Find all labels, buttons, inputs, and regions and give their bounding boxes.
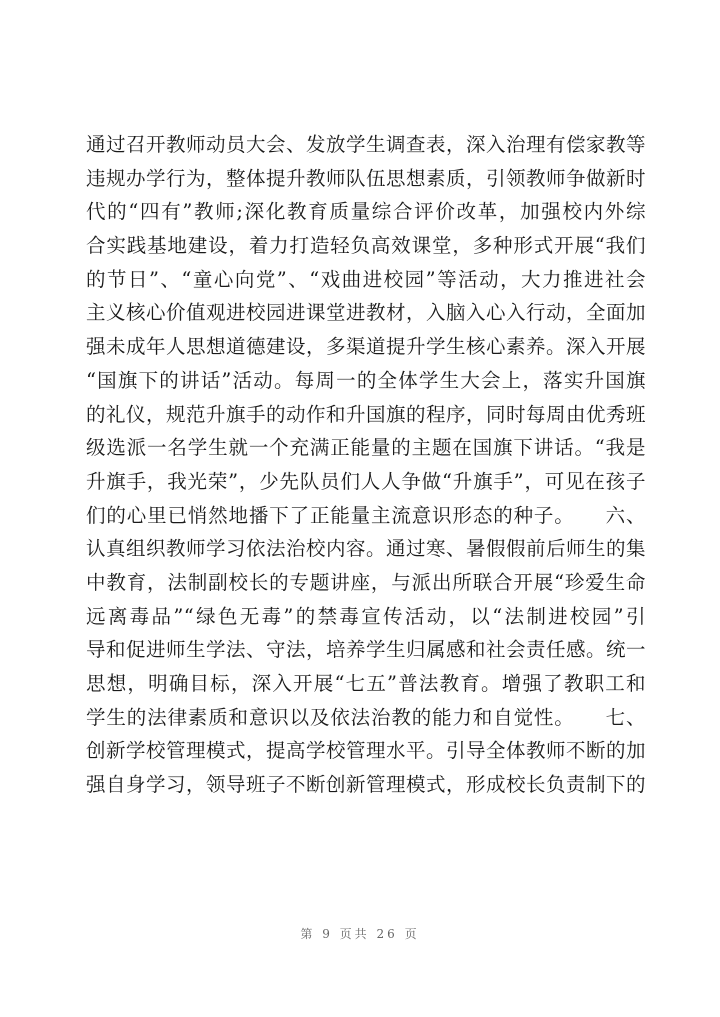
text-line: 的礼仪，规范升旗手的动作和升国旗的程序，同时每周由优秀班 (86, 402, 647, 426)
text-line: 级选派一名学生就一个充满正能量的主题在国旗下讲话。“我是 (86, 436, 646, 460)
text-line: 认真组织教师学习依法治校内容。通过寒、暑假假前后师生的集 (86, 537, 647, 561)
text-line: 创新学校管理模式，提高学校管理水平。引导全体教师不断的加 (86, 739, 647, 763)
text-line: 违规办学行为，整体提升教师队伍思想素质，引领教师争做新时 (86, 166, 647, 190)
text-line: “国旗下的讲话”活动。每周一的全体学生大会上，落实升国旗 (86, 368, 646, 392)
text-line: 代的“四有”教师;深化教育质量综合评价改革，加强校内外综 (86, 200, 646, 224)
text-line: 中教育，法制副校长的专题讲座，与派出所联合开展“珍爱生命 (86, 570, 646, 594)
text-line: 合实践基地建设，着力打造轻负高效课堂，多种形式开展“我们 (86, 234, 646, 258)
text-line: 强自身学习，领导班子不断创新管理模式，形成校长负责制下的 (86, 773, 647, 797)
text-line: 通过召开教师动员大会、发放学生调查表，深入治理有偿家教等 (86, 133, 647, 156)
body-text (86, 128, 646, 802)
text-line: 远离毒品”“绿色无毒”的禁毒宣传活动，以“法制进校园”引 (86, 604, 646, 628)
page-number-footer: 第 9 页共 26 页 (300, 927, 420, 941)
text-line: 思想，明确目标，深入开展“七五”普法教育。增强了教职工和 (86, 672, 646, 695)
text-line: 的节日”、“童心向党”、“戏曲进校园”等活动，大力推进社会 (86, 267, 646, 291)
text-line: 升旗手，我光荣”，少先队员们人人争做“升旗手”，可见在孩子 (86, 469, 646, 493)
text-line: 导和促进师生学法、守法，培养学生归属感和社会责任感。统一 (86, 638, 647, 662)
text-line: 强未成年人思想道德建设，多渠道提升学生核心素养。深入开展 (86, 335, 647, 359)
text-line: 学生的法律素质和意识以及依法治教的能力和自觉性。 七、 (86, 705, 646, 729)
text-line: 主义核心价值观进校园进课堂进教材，入脑入心入行动，全面加 (86, 301, 647, 325)
text-line: 们的心里已悄然地播下了正能量主流意识形态的种子。 六、 (86, 503, 646, 527)
